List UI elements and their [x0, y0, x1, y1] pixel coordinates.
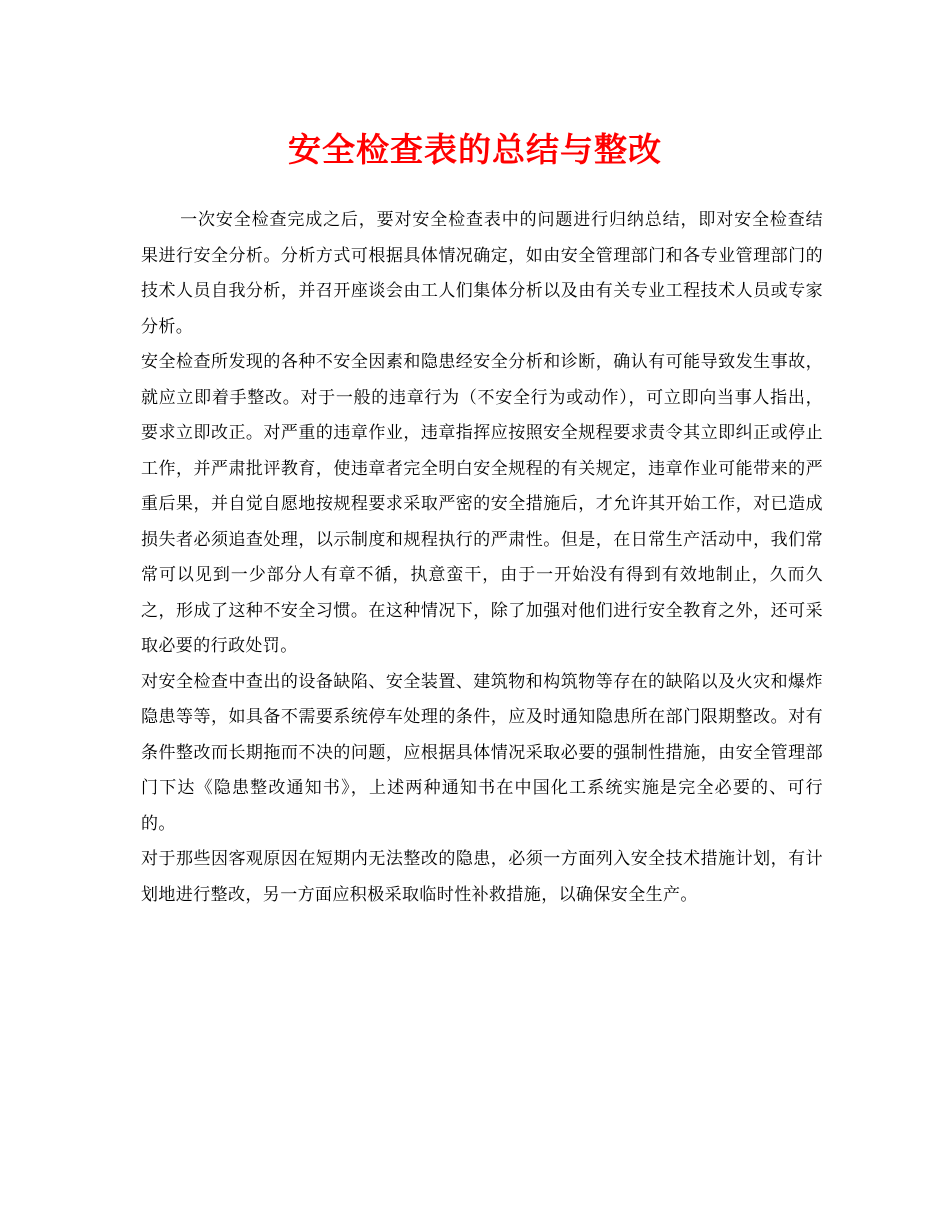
document-body — [141, 203, 823, 913]
paragraph-temporary-measures: 对于那些因客观原因在短期内无法整改的隐患，必须一方面列入安全技术措施计划，有计划地进行整改，另一方面应积极采取临时性补救措施，以确保安全生产。 — [141, 849, 823, 905]
document-title: 安全检查表的总结与整改 — [288, 130, 662, 169]
paragraph-violation-rectification: 安全检查所发现的各种不安全因素和隐患经安全分析和诊断，确认有可能导致发生事故，就应立即着手整改。对于一般的违章行为（不安全行为或动作），可立即向当事人指出，要求立即改正。对严重的违章作业，违章指挥应按照安全规程要求责令其立即纠正或停止工作，并严肃批评教育，使违章者完全明白安全规程的有关规定，违章作业可能带来的严重后果，并自觉自愿地按规程要求采取严密的安全措施后，才允许其开始工作，对已造成损失者必须追查处理，以示制度和规程执行的严肃性。但是，在日常生产活动中，我们常常可以见到一少部分人有章不循，执意蛮干，由于一开始没有得到有效地制止，久而久之，形成了这种不安全习惯。在这种情况下，除了加强对他们进行安全教育之外，还可采取必要的行政处罚。 — [141, 352, 823, 656]
paragraph-summary: 一次安全检查完成之后，要对安全检查表中的问题进行归纳总结，即对安全检查结果进行安全分析。分析方式可根据具体情况确定，如由安全管理部门和各专业管理部门的技术人员自我分析，并召开座谈会由工人们集体分析以及由有关专业工程技术人员或专家分析。 — [141, 210, 823, 337]
paragraph-equipment-defects: 对安全检查中查出的设备缺陷、安全装置、建筑物和构筑物等存在的缺陷以及火灾和爆炸隐患等等，如具备不需要系统停车处理的条件，应及时通知隐患所在部门限期整改。对有条件整改而长期拖而不决的问题，应根据具体情况采取必要的强制性措施，由安全管理部门下达《隐患整改通知书》，上述两种通知书在中国化工系统实施是完全必要的、可行的。 — [141, 671, 823, 834]
